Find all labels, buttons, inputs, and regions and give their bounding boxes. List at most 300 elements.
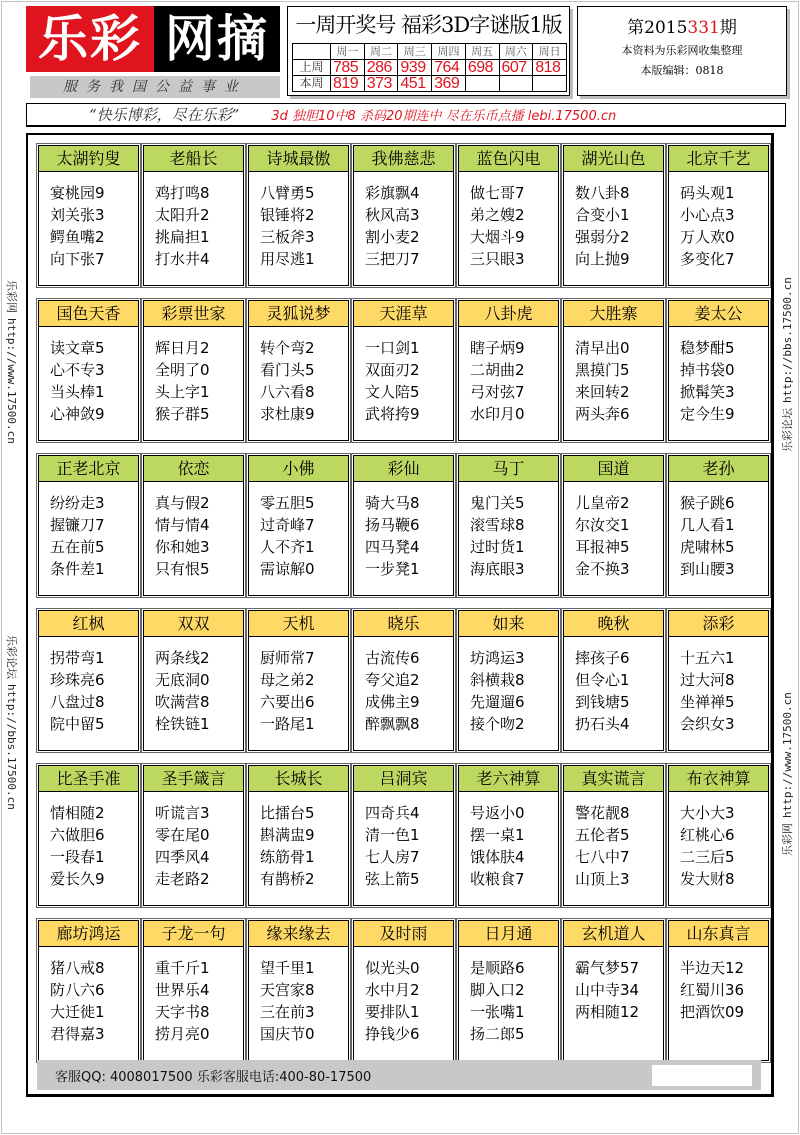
card-title: 正老北京 bbox=[39, 456, 138, 482]
card-body bbox=[39, 947, 138, 1045]
card-line: 三在前3 bbox=[260, 1003, 315, 1021]
side-text-cn: 乐彩论坛 bbox=[781, 408, 794, 452]
card-line: 头上字1 bbox=[155, 383, 210, 401]
card-line: 收粮食7 bbox=[470, 870, 525, 888]
card-line: 水印月0 bbox=[470, 405, 525, 423]
card-line: 稳梦酣5 bbox=[680, 339, 735, 357]
issue-number-red: 331 bbox=[687, 18, 720, 38]
riddle-card bbox=[143, 145, 244, 286]
logo bbox=[26, 6, 280, 100]
card-line: 鬼门关5 bbox=[470, 494, 525, 512]
side-text-cn: 乐彩网 bbox=[5, 280, 18, 313]
riddle-card bbox=[458, 610, 559, 751]
side-text-left-top[interactable] bbox=[4, 280, 20, 444]
row-label: 上周 bbox=[293, 60, 331, 76]
card-line: 斟满盅9 bbox=[260, 826, 315, 844]
card-line: 练筋骨1 bbox=[260, 848, 315, 866]
card-title: 山东真言 bbox=[669, 921, 768, 947]
card-line: 猴子跳6 bbox=[680, 494, 735, 512]
card-body bbox=[144, 327, 243, 425]
side-text-url: http://bbs.17500.cn bbox=[781, 277, 794, 403]
riddle-card bbox=[38, 145, 139, 286]
draw-number bbox=[465, 76, 499, 92]
card-line: 一段春1 bbox=[50, 848, 105, 866]
card-title: 国色天香 bbox=[39, 301, 138, 327]
card-line: 一步凳1 bbox=[365, 560, 420, 578]
card-title: 红枫 bbox=[39, 611, 138, 637]
card-line: 尔汝交1 bbox=[575, 516, 630, 534]
card-title: 添彩 bbox=[669, 611, 768, 637]
card-line: 耳报神5 bbox=[575, 538, 630, 556]
card-title: 真实谎言 bbox=[564, 766, 663, 792]
side-text-left-bottom[interactable] bbox=[4, 635, 20, 810]
riddle-card bbox=[248, 145, 349, 286]
riddle-card bbox=[668, 920, 769, 1061]
draw-number: 698 bbox=[465, 60, 499, 76]
riddle-card bbox=[248, 765, 349, 906]
card-line: 弦上箭5 bbox=[365, 870, 420, 888]
riddle-card bbox=[458, 920, 559, 1061]
card-line: 山中寺34 bbox=[575, 981, 640, 999]
footer-contact: 客服QQ: 4008017500 乐彩客服电话:400-80-17500 bbox=[55, 1069, 372, 1085]
card-line: 但令心1 bbox=[575, 671, 630, 689]
draw-number: 785 bbox=[331, 60, 365, 76]
card-title: 吕洞宾 bbox=[354, 766, 453, 792]
card-line: 到山腰3 bbox=[680, 560, 735, 578]
card-line: 做七哥7 bbox=[470, 184, 525, 202]
draw-number: 373 bbox=[364, 76, 398, 92]
draw-row-this-week bbox=[293, 76, 567, 92]
card-body bbox=[249, 327, 348, 425]
card-line: 听谎言3 bbox=[155, 804, 210, 822]
card-line: 宴桃园9 bbox=[50, 184, 105, 202]
card-title: 布衣神算 bbox=[669, 766, 768, 792]
card-body bbox=[39, 637, 138, 735]
card-line: 合变小1 bbox=[575, 206, 630, 224]
day-header: 周二 bbox=[364, 44, 398, 60]
card-line: 人不齐1 bbox=[260, 538, 315, 556]
card-line: 院中留5 bbox=[50, 715, 105, 733]
draw-table-corner bbox=[293, 44, 331, 60]
card-line: 君得嘉3 bbox=[50, 1025, 105, 1043]
card-line: 霸气梦57 bbox=[575, 959, 640, 977]
card-line: 转个弯2 bbox=[260, 339, 315, 357]
card-line: 摔孩子6 bbox=[575, 649, 630, 667]
card-line: 鳄鱼嘴2 bbox=[50, 228, 105, 246]
card-line: 摆一桌1 bbox=[470, 826, 525, 844]
card-line: 条件差1 bbox=[50, 560, 105, 578]
card-body bbox=[249, 172, 348, 270]
card-line: 辉日月2 bbox=[155, 339, 210, 357]
card-body bbox=[249, 947, 348, 1045]
card-line: 过奇峰7 bbox=[260, 516, 315, 534]
card-title: 太湖钓叟 bbox=[39, 146, 138, 172]
card-line: 二胡曲2 bbox=[470, 361, 525, 379]
card-line: 三只眼3 bbox=[470, 250, 525, 268]
card-line: 有鹊桥2 bbox=[260, 870, 315, 888]
card-title: 缘来缘去 bbox=[249, 921, 348, 947]
card-line: 来回转2 bbox=[575, 383, 630, 401]
card-title: 及时雨 bbox=[354, 921, 453, 947]
riddle-card bbox=[458, 765, 559, 906]
card-line: 挑扁担1 bbox=[155, 228, 210, 246]
card-line: 要排队1 bbox=[365, 1003, 420, 1021]
card-line: 过时货1 bbox=[470, 538, 525, 556]
draw-number: 939 bbox=[398, 60, 432, 76]
card-line: 五伦者5 bbox=[575, 826, 630, 844]
card-line: 多变化7 bbox=[680, 250, 735, 268]
day-header: 周五 bbox=[465, 44, 499, 60]
riddle-card bbox=[668, 610, 769, 751]
card-line: 厨师常7 bbox=[260, 649, 315, 667]
card-line: 发大财8 bbox=[680, 870, 735, 888]
card-line: 半边天12 bbox=[680, 959, 745, 977]
card-line: 警花靓8 bbox=[575, 804, 630, 822]
card-title: 晓乐 bbox=[354, 611, 453, 637]
card-line: 国庆节0 bbox=[260, 1025, 315, 1043]
card-line: 金不换3 bbox=[575, 560, 630, 578]
draw-number bbox=[533, 76, 567, 92]
card-line: 天宫家8 bbox=[260, 981, 315, 999]
riddle-card bbox=[353, 455, 454, 596]
card-title: 晚秋 bbox=[564, 611, 663, 637]
riddle-card bbox=[38, 920, 139, 1061]
card-line: 号返小0 bbox=[470, 804, 525, 822]
card-line: 掀髯笑3 bbox=[680, 383, 735, 401]
day-header: 周三 bbox=[398, 44, 432, 60]
card-line: 天字书8 bbox=[155, 1003, 210, 1021]
card-line: 五在前5 bbox=[50, 538, 105, 556]
card-line: 七人房7 bbox=[365, 848, 420, 866]
card-title: 日月通 bbox=[459, 921, 558, 947]
card-title: 国道 bbox=[564, 456, 663, 482]
card-title: 子龙一句 bbox=[144, 921, 243, 947]
row-label: 本周 bbox=[293, 76, 331, 92]
draw-number: 607 bbox=[499, 60, 533, 76]
riddle-card bbox=[668, 455, 769, 596]
slogan-quote: “快乐博彩，尽在乐彩” bbox=[89, 106, 240, 124]
riddle-card bbox=[668, 765, 769, 906]
card-title: 彩仙 bbox=[354, 456, 453, 482]
card-line: 母之弟2 bbox=[260, 671, 315, 689]
day-header: 周一 bbox=[331, 44, 365, 60]
card-line: 秋风高3 bbox=[365, 206, 420, 224]
riddle-card bbox=[458, 145, 559, 286]
side-text-right-top[interactable] bbox=[779, 277, 795, 452]
card-body bbox=[354, 637, 453, 735]
card-line: 夸父追2 bbox=[365, 671, 420, 689]
card-title: 马丁 bbox=[459, 456, 558, 482]
card-title: 双双 bbox=[144, 611, 243, 637]
card-line: 望千里1 bbox=[260, 959, 315, 977]
riddle-card bbox=[143, 300, 244, 441]
card-line: 情与情4 bbox=[155, 516, 210, 534]
card-line: 银锤将2 bbox=[260, 206, 315, 224]
card-line: 你和她3 bbox=[155, 538, 210, 556]
card-body bbox=[249, 637, 348, 735]
card-title: 长城长 bbox=[249, 766, 348, 792]
card-line: 心不专3 bbox=[50, 361, 105, 379]
card-line: 情相随2 bbox=[50, 804, 105, 822]
issue-editor: 本版编辑：0818 bbox=[640, 64, 724, 77]
riddle-card bbox=[668, 145, 769, 286]
card-line: 吹满营8 bbox=[155, 693, 210, 711]
side-text-right-bottom[interactable] bbox=[779, 692, 795, 856]
riddle-card bbox=[353, 145, 454, 286]
card-body bbox=[669, 482, 768, 580]
card-line: 用尽逃1 bbox=[260, 250, 315, 268]
card-line: 拐带弯1 bbox=[50, 649, 105, 667]
card-line: 全明了0 bbox=[155, 361, 210, 379]
side-text-url: http://www.17500.cn bbox=[781, 692, 794, 818]
card-line: 醉飘飘8 bbox=[365, 715, 420, 733]
card-line: 六要出6 bbox=[260, 693, 315, 711]
card-line: 红桃心6 bbox=[680, 826, 735, 844]
card-line: 彩旗飘4 bbox=[365, 184, 420, 202]
card-line: 成佛主9 bbox=[365, 693, 420, 711]
card-body bbox=[249, 482, 348, 580]
weekly-draw-box bbox=[287, 6, 570, 96]
riddle-card bbox=[668, 300, 769, 441]
card-title: 小佛 bbox=[249, 456, 348, 482]
card-line: 握镰刀7 bbox=[50, 516, 105, 534]
card-body bbox=[354, 947, 453, 1045]
card-body bbox=[564, 637, 663, 735]
card-line: 栓铁链1 bbox=[155, 715, 210, 733]
card-line: 一张嘴1 bbox=[470, 1003, 525, 1021]
card-line: 八臂勇5 bbox=[260, 184, 315, 202]
card-line: 挣钱少6 bbox=[365, 1025, 420, 1043]
card-line: 鸡打鸣8 bbox=[155, 184, 210, 202]
card-title: 玄机道人 bbox=[564, 921, 663, 947]
riddle-card bbox=[563, 455, 664, 596]
card-line: 似光头0 bbox=[365, 959, 420, 977]
card-line: 滚雪球8 bbox=[470, 516, 525, 534]
draw-number: 764 bbox=[432, 60, 466, 76]
card-line: 二三后5 bbox=[680, 848, 735, 866]
draw-number: 818 bbox=[533, 60, 567, 76]
card-line: 走老路2 bbox=[155, 870, 210, 888]
card-line: 两头奔6 bbox=[575, 405, 630, 423]
card-title: 蓝色闪电 bbox=[459, 146, 558, 172]
card-title: 大胜寨 bbox=[564, 301, 663, 327]
riddle-card bbox=[563, 300, 664, 441]
day-header: 周六 bbox=[499, 44, 533, 60]
card-body bbox=[39, 792, 138, 890]
card-line: 向下张7 bbox=[50, 250, 105, 268]
issue-box bbox=[577, 6, 787, 96]
draw-table bbox=[292, 43, 567, 92]
footer-blank-box bbox=[652, 1065, 752, 1086]
card-line: 八六看8 bbox=[260, 383, 315, 401]
issue-number bbox=[578, 17, 786, 39]
draw-number: 451 bbox=[398, 76, 432, 92]
card-line: 弓对弦7 bbox=[470, 383, 525, 401]
card-line: 读文章5 bbox=[50, 339, 105, 357]
card-line: 瞎子炳9 bbox=[470, 339, 525, 357]
draw-number: 369 bbox=[432, 76, 466, 92]
card-line: 坊鸿运3 bbox=[470, 649, 525, 667]
card-title: 彩票世家 bbox=[144, 301, 243, 327]
riddle-card bbox=[563, 920, 664, 1061]
card-line: 两相随12 bbox=[575, 1003, 640, 1021]
card-line: 饿体肤4 bbox=[470, 848, 525, 866]
card-title: 北京千艺 bbox=[669, 146, 768, 172]
card-line: 古流传6 bbox=[365, 649, 420, 667]
card-line: 大小大3 bbox=[680, 804, 735, 822]
card-line: 割小麦2 bbox=[365, 228, 420, 246]
card-title: 比圣手准 bbox=[39, 766, 138, 792]
riddle-card bbox=[248, 920, 349, 1061]
card-line: 大烟斗9 bbox=[470, 228, 525, 246]
riddle-card bbox=[38, 610, 139, 751]
card-title: 廊坊鸿运 bbox=[39, 921, 138, 947]
riddle-card bbox=[38, 300, 139, 441]
card-body bbox=[249, 792, 348, 890]
riddle-card-grid bbox=[38, 145, 769, 1070]
card-body bbox=[39, 172, 138, 270]
card-line: 珍珠亮6 bbox=[50, 671, 105, 689]
card-body bbox=[669, 327, 768, 425]
slogan-ad[interactable]: 3d 独胆10中8 杀码20期连中 尽在乐币点播 lebi.17500.cn bbox=[271, 109, 617, 124]
card-line: 会织女3 bbox=[680, 715, 735, 733]
card-line: 先遛遛6 bbox=[470, 693, 525, 711]
card-line: 定今生9 bbox=[680, 405, 735, 423]
card-body bbox=[459, 482, 558, 580]
card-line: 刘关张3 bbox=[50, 206, 105, 224]
card-line: 数八卦8 bbox=[575, 184, 630, 202]
riddle-card bbox=[38, 765, 139, 906]
riddle-card bbox=[353, 920, 454, 1061]
card-body bbox=[144, 172, 243, 270]
card-line: 八盘过8 bbox=[50, 693, 105, 711]
card-line: 过大河8 bbox=[680, 671, 735, 689]
card-line: 万人欢0 bbox=[680, 228, 735, 246]
riddle-card bbox=[563, 765, 664, 906]
card-body bbox=[354, 482, 453, 580]
riddle-card bbox=[38, 455, 139, 596]
riddle-card bbox=[143, 920, 244, 1061]
riddle-card bbox=[563, 145, 664, 286]
card-line: 只有恨5 bbox=[155, 560, 210, 578]
card-line: 心神敛9 bbox=[50, 405, 105, 423]
side-text-cn: 乐彩网 bbox=[781, 823, 794, 856]
card-line: 海底眼3 bbox=[470, 560, 525, 578]
card-line: 向上抛9 bbox=[575, 250, 630, 268]
card-body bbox=[459, 172, 558, 270]
card-title: 如来 bbox=[459, 611, 558, 637]
card-line: 三把刀7 bbox=[365, 250, 420, 268]
card-line: 虎啸林5 bbox=[680, 538, 735, 556]
day-header: 周四 bbox=[432, 44, 466, 60]
card-title: 姜太公 bbox=[669, 301, 768, 327]
card-line: 一口剑1 bbox=[365, 339, 420, 357]
card-title: 八卦虎 bbox=[459, 301, 558, 327]
logo-tagline: 服务我国公益事业 bbox=[30, 76, 280, 98]
card-line: 重千斤1 bbox=[155, 959, 210, 977]
card-body bbox=[459, 637, 558, 735]
card-body bbox=[564, 792, 663, 890]
card-line: 把酒饮09 bbox=[680, 1003, 745, 1021]
main-frame bbox=[26, 133, 774, 1097]
side-text-url: http://bbs.17500.cn bbox=[5, 684, 18, 810]
riddle-card bbox=[353, 300, 454, 441]
riddle-card bbox=[563, 610, 664, 751]
card-line: 看门头5 bbox=[260, 361, 315, 379]
card-line: 是顺路6 bbox=[470, 959, 525, 977]
card-title: 老孙 bbox=[669, 456, 768, 482]
riddle-card bbox=[248, 300, 349, 441]
card-line: 求杜康9 bbox=[260, 405, 315, 423]
card-title: 湖光山色 bbox=[564, 146, 663, 172]
card-body bbox=[144, 792, 243, 890]
issue-prefix: 第2015 bbox=[627, 18, 688, 38]
card-line: 水中月2 bbox=[365, 981, 420, 999]
card-line: 扬二郎5 bbox=[470, 1025, 525, 1043]
card-line: 两条线2 bbox=[155, 649, 210, 667]
card-line: 零在尾0 bbox=[155, 826, 210, 844]
card-line: 坐禅禅5 bbox=[680, 693, 735, 711]
card-line: 一路尾1 bbox=[260, 715, 315, 733]
riddle-card bbox=[143, 765, 244, 906]
card-line: 山顶上3 bbox=[575, 870, 630, 888]
card-line: 清早出0 bbox=[575, 339, 630, 357]
card-line: 四季风4 bbox=[155, 848, 210, 866]
card-body bbox=[354, 327, 453, 425]
draw-number: 819 bbox=[331, 76, 365, 92]
card-line: 弟之嫂2 bbox=[470, 206, 525, 224]
card-body bbox=[354, 792, 453, 890]
footer-bar bbox=[37, 1060, 761, 1090]
card-title: 灵狐说梦 bbox=[249, 301, 348, 327]
riddle-card bbox=[458, 300, 559, 441]
card-line: 猪八戒8 bbox=[50, 959, 105, 977]
riddle-card bbox=[458, 455, 559, 596]
card-line: 扔石头4 bbox=[575, 715, 630, 733]
card-body bbox=[144, 637, 243, 735]
card-line: 无底洞0 bbox=[155, 671, 210, 689]
card-line: 武将挎9 bbox=[365, 405, 420, 423]
issue-suffix: 期 bbox=[719, 18, 737, 38]
card-body bbox=[459, 792, 558, 890]
card-line: 打水井4 bbox=[155, 250, 210, 268]
card-body bbox=[459, 947, 558, 1045]
card-line: 双面刃2 bbox=[365, 361, 420, 379]
card-line: 掉书袋0 bbox=[680, 361, 735, 379]
card-body bbox=[669, 637, 768, 735]
card-title: 天涯草 bbox=[354, 301, 453, 327]
card-line: 世界乐4 bbox=[155, 981, 210, 999]
card-line: 四马凳4 bbox=[365, 538, 420, 556]
card-line: 猴子群5 bbox=[155, 405, 210, 423]
card-line: 码头观1 bbox=[680, 184, 735, 202]
card-title: 诗城最傲 bbox=[249, 146, 348, 172]
card-line: 黑摸门5 bbox=[575, 361, 630, 379]
card-line: 大迁徙1 bbox=[50, 1003, 105, 1021]
draw-title: 一周开奖号 福彩3D字谜版1版 bbox=[295, 13, 562, 37]
card-line: 十五六1 bbox=[680, 649, 735, 667]
card-line: 真与假2 bbox=[155, 494, 210, 512]
card-line: 爱长久9 bbox=[50, 870, 105, 888]
card-body bbox=[669, 172, 768, 270]
card-line: 扬马鞭6 bbox=[365, 516, 420, 534]
card-line: 需谅解0 bbox=[260, 560, 315, 578]
card-title: 依恋 bbox=[144, 456, 243, 482]
card-line: 捞月亮0 bbox=[155, 1025, 210, 1043]
card-line: 比擂台5 bbox=[260, 804, 315, 822]
card-line: 七八中7 bbox=[575, 848, 630, 866]
slogan-bar bbox=[26, 103, 786, 127]
